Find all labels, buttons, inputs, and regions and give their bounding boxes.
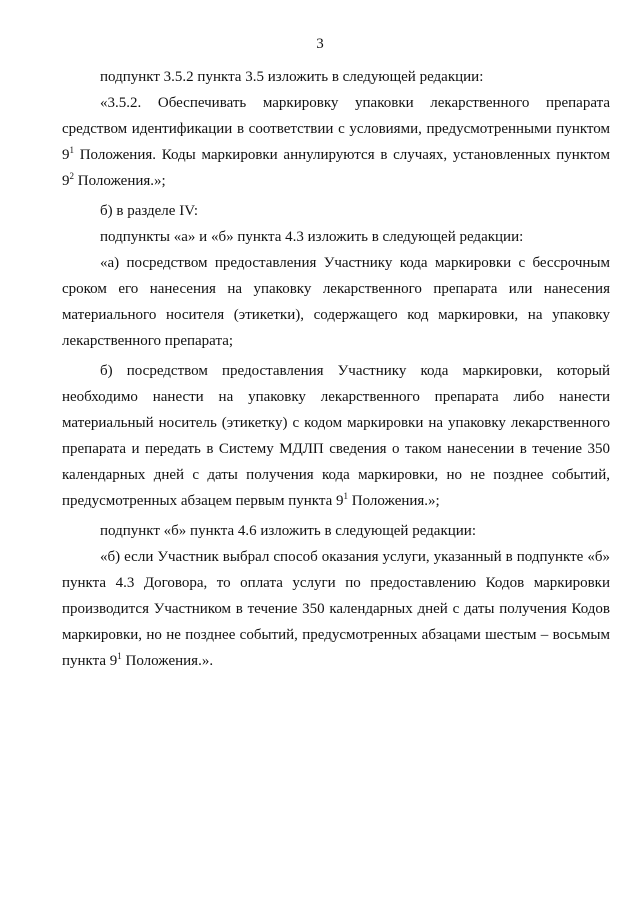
paragraph-subitem-4-6-intro: подпункт «б» пункта 4.6 изложить в следующей редакции: <box>100 523 476 539</box>
paragraph-subitems-4-3-intro: подпункты «а» и «б» пункта 4.3 изложить в следующей редакции: <box>100 229 524 245</box>
superscript: 1 <box>117 651 122 661</box>
paragraph-subitem-a: «а) посредством предоставления Участнику кода маркировки с бессрочным сроком его нанесения на упаковку лекарственного препарата или нанесения материального носителя (этикетки), содержащего код маркировки, на упаковку лекарственного препарата; <box>62 255 610 349</box>
superscript: 1 <box>343 491 349 501</box>
document-body <box>62 64 610 674</box>
paragraph-subitem-b: б) посредством предоставления Участнику кода маркировки, который необходимо нанести на упаковку лекарственного препарата либо нанести материальный носитель (этикетку) с кодом маркировки на упаковку лекарственного препарата и передать в Систему МДЛП сведения о таком нанесении в течение 350 календарных дней с даты получения кода маркировки, но не позднее событий, предусмотренных абзацем первым пункта $9^1$ Положения.»; <box>62 363 610 509</box>
superscript: 1 <box>69 145 74 155</box>
paragraph-section-iv: б) в разделе IV: <box>100 203 199 219</box>
superscript: 2 <box>69 171 74 181</box>
paragraph-subitem-3-5-2-intro: подпункт 3.5.2 пункта 3.5 изложить в следующей редакции: <box>100 69 484 85</box>
paragraph-subitem-3-5-2-text: «3.5.2. Обеспечивать маркировку упаковки лекарственного препарата средством идентификации в соответствии с условиями, предусмотренными пунктом $9^1$ Положения. Коды маркировки аннулируются в случаях, установленных пунктом $9^2$ Положения.»; <box>62 95 610 189</box>
paragraph-subitem-4-6-text: «б) если Участник выбрал способ оказания услуги, указанный в подпункте «б» пункта 4.3 Договора, то оплата услуги по предоставлению Кодов маркировки производится Участником в течение 350 календарных дней с даты получения Кодов маркировки, но не позднее событий, предусмотренных абзацами шестым – восьмым пункта $9^1$ Положения.». <box>62 549 610 669</box>
page-number: 3 <box>316 36 324 52</box>
